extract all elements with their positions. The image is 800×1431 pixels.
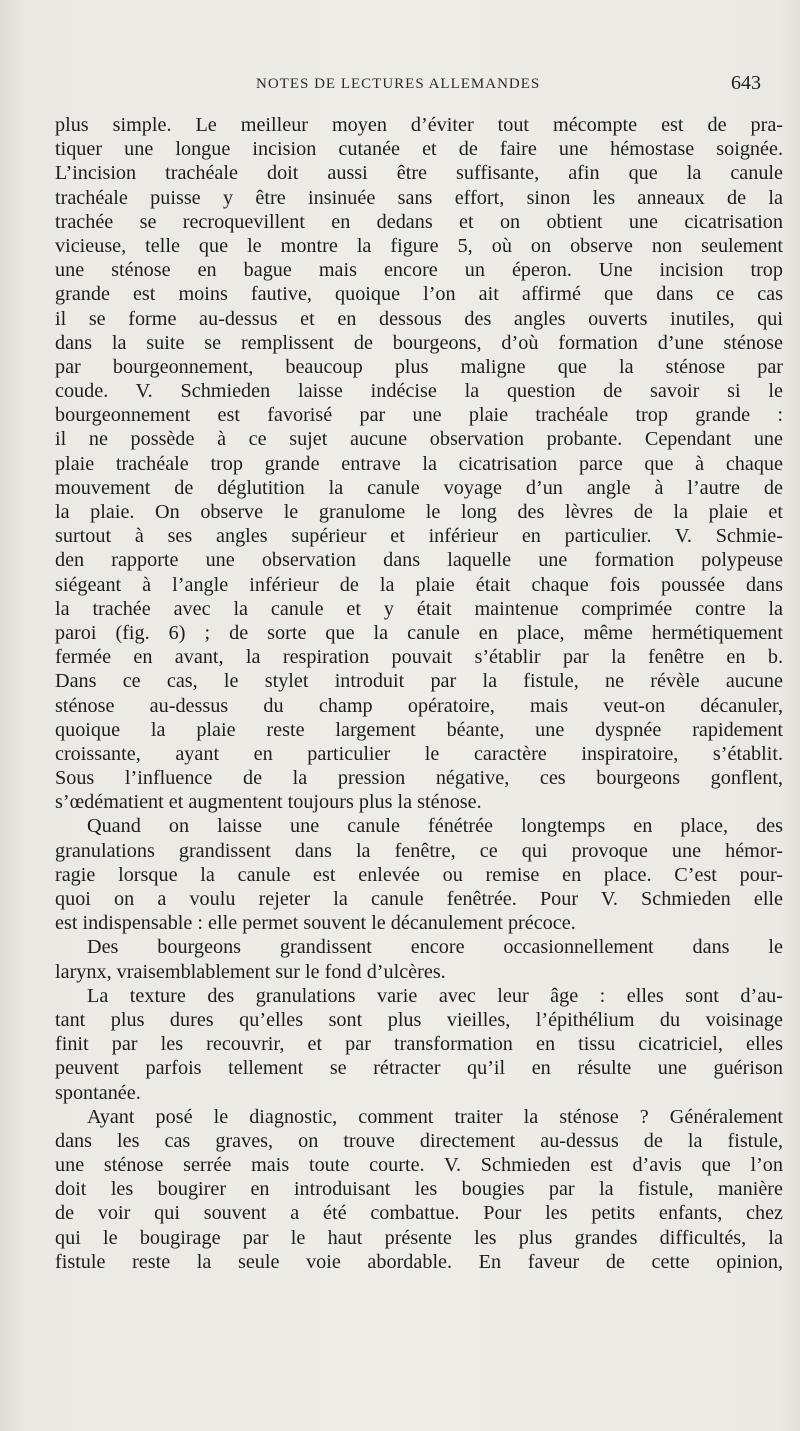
text-line: par bourgeonnement, beaucoup plus maligne que la sténose par <box>55 355 783 378</box>
text-line: ragie lorsque la canule est enlevée ou remise en place. C’est pour- <box>55 863 783 886</box>
text-line: est indispensable : elle permet souvent le décanulement précoce. <box>55 912 576 935</box>
text-line: coude. V. Schmieden laisse indécise la question de savoir si le <box>55 380 783 403</box>
text-line: qui le bougirage par le haut présente les plus grandes difficultés, la <box>55 1226 783 1249</box>
text-line: une sténose serrée mais toute courte. V. Schmieden est d’avis que l’on <box>55 1154 783 1177</box>
text-line: mouvement de déglutition la canule voyage d’un angle à l’autre de <box>55 476 783 499</box>
text-line: siégeant à l’angle inférieur de la plaie était chaque fois poussée dans <box>55 573 783 596</box>
text-line: la trachée avec la canule et y était maintenue comprimée contre la <box>55 597 783 620</box>
text-line: plaie trachéale trop grande entrave la cicatrisation parce que à chaque <box>55 452 783 475</box>
text-line: quoique la plaie reste largement béante, une dyspnée rapidement <box>55 718 783 741</box>
text-line: tiquer une longue incision cutanée et de faire une hémostase soignée. <box>55 138 783 161</box>
text-line: croissante, ayant en particulier le caractère inspiratoire, s’établit. <box>55 742 783 765</box>
text-line: Des bourgeons grandissent encore occasionnellement dans le <box>87 936 783 959</box>
text-line: bourgeonnement est favorisé par une plaie trachéale trop grande : <box>55 404 783 427</box>
text-line: de voir qui souvent a été combattue. Pour les petits enfants, chez <box>55 1202 783 1225</box>
text-line: il se forme au-dessus et en dessous des angles ouverts inutiles, qui <box>55 307 783 330</box>
text-line: L’incision trachéale doit aussi être suffisante, afin que la canule <box>55 162 783 185</box>
text-line: spontanée. <box>55 1081 141 1104</box>
text-line: paroi (fig. 6) ; de sorte que la canule en place, même hermétiquement <box>55 621 783 644</box>
text-line: trachéale puisse y être insinuée sans effort, sinon les anneaux de la <box>55 186 783 209</box>
text-line: tant plus dures qu’elles sont plus vieilles, l’épithélium du voisinage <box>55 1008 783 1031</box>
text-line: larynx, vraisemblablement sur le fond d’ulcères. <box>55 960 446 983</box>
text-line: quoi on a voulu rejeter la canule fenêtrée. Pour V. Schmieden elle <box>55 888 783 910</box>
body-text <box>55 113 783 1274</box>
text-line: une sténose en bague mais encore un éperon. Une incision trop <box>55 259 783 282</box>
text-line: il ne possède à ce sujet aucune observation probante. Cependant une <box>55 428 783 451</box>
text-line: fermée en avant, la respiration pouvait s’établir par la fenêtre en b. <box>55 646 783 669</box>
text-line: doit les bougirer en introduisant les bougies par la fistule, manière <box>55 1178 783 1201</box>
text-line: surtout à ses angles supérieur et inférieur en particulier. V. Schmie- <box>55 525 783 548</box>
text-line: Quand on laisse une canule fénétrée longtemps en place, des <box>87 815 783 838</box>
text-line: granulations grandissent dans la fenêtre, ce qui provoque une hémor- <box>55 839 783 862</box>
text-line: peuvent parfois tellement se rétracter qu’il en résulte une guérison <box>55 1057 783 1080</box>
text-line: s’œdématient et augmentent toujours plus la sténose. <box>55 791 482 814</box>
text-line: Dans ce cas, le stylet introduit par la fistule, ne révèle aucune <box>55 670 783 693</box>
text-line: plus simple. Le meilleur moyen d’éviter tout mécompte est de pra- <box>55 114 783 136</box>
text-line: dans les cas graves, on trouve directement au-dessus de la fistule, <box>55 1129 783 1152</box>
text-line: la plaie. On observe le granulome le long des lèvres de la plaie et <box>55 501 783 523</box>
text-line: sténose au-dessus du champ opératoire, mais veut-on décanuler, <box>55 694 783 717</box>
text-line: den rapporte une observation dans laquelle une formation polypeuse <box>55 549 783 572</box>
text-line: finit par les recouvrir, et par transformation en tissu cicatriciel, elles <box>55 1033 783 1056</box>
text-line: Ayant posé le diagnostic, comment traiter la sténose ? Généralement <box>87 1105 783 1128</box>
text-line: La texture des granulations varie avec leur âge : elles sont d’au- <box>87 984 783 1007</box>
running-title: NOTES DE LECTURES ALLEMANDES <box>256 76 541 92</box>
text-line: fistule reste la seule voie abordable. En faveur de cette opinion, <box>55 1250 783 1273</box>
text-line: Sous l’influence de la pression négative, ces bourgeons gonflent, <box>55 767 783 790</box>
text-line: grande est moins fautive, quoique l’on ait affirmé que dans ce cas <box>55 283 783 306</box>
text-line: vicieuse, telle que le montre la figure 5, où on observe non seulement <box>55 234 783 257</box>
text-line: dans la suite se remplissent de bourgeons, d’où formation d’une sténose <box>55 331 783 354</box>
text-line: trachée se recroquevillent en dedans et on obtient une cicatrisation <box>55 210 783 233</box>
page-number: 643 <box>731 72 761 94</box>
